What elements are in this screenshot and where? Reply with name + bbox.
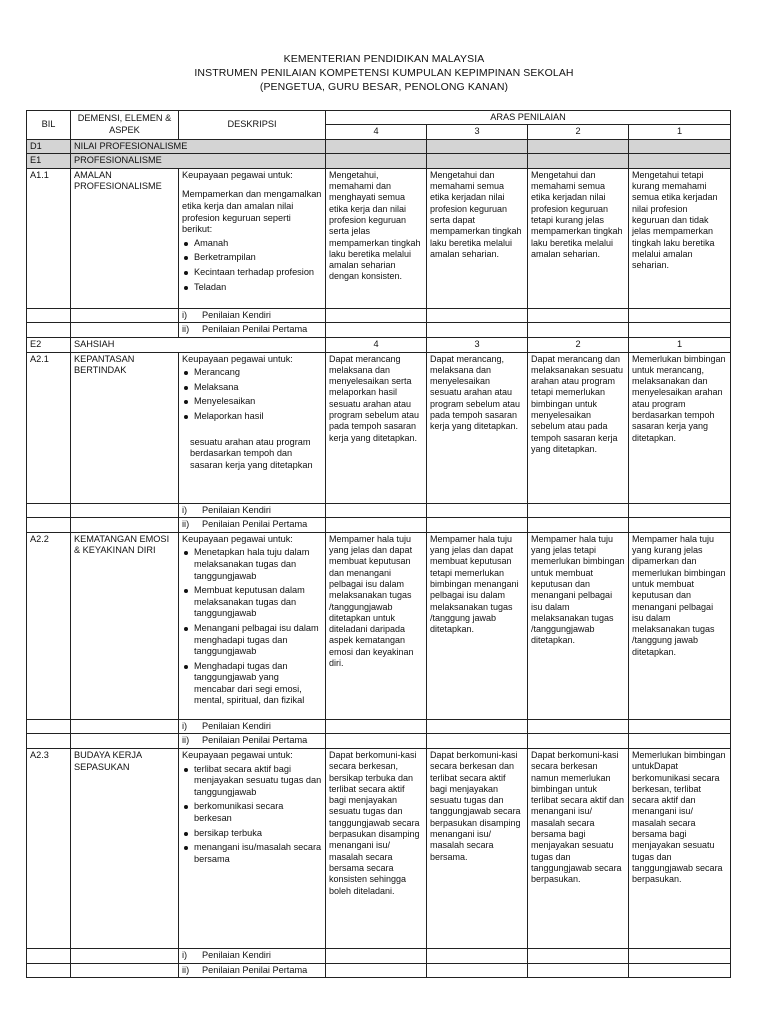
col-aras-penilaian: ARAS PENILAIAN bbox=[326, 111, 731, 125]
evaluation-row-first-assessor bbox=[27, 323, 731, 338]
list-item: Teladan bbox=[192, 282, 322, 294]
rating-cell[interactable] bbox=[427, 323, 528, 338]
rating-cell[interactable] bbox=[326, 308, 427, 323]
element-row bbox=[27, 337, 731, 352]
description-intro: Keupayaan pegawai untuk: bbox=[182, 533, 293, 544]
rating-cell[interactable] bbox=[629, 503, 731, 518]
evaluation-first-assessor: ii) Penilaian Penilai Pertama bbox=[179, 323, 326, 338]
description-intro: Keupayaan pegawai untuk: bbox=[182, 169, 293, 180]
rating-cell[interactable] bbox=[427, 734, 528, 749]
rating-cell[interactable] bbox=[629, 963, 731, 978]
level-3-label: 3 bbox=[427, 337, 528, 352]
level-1-text: Mengetahui tetapi kurang memahami semua etika kerjadan nilai profesion keguruan dan tidak jelas mempamerkan tingkah laku beretika melalui amalan seharian. bbox=[629, 168, 731, 308]
evaluation-self: i) Penilaian Kendiri bbox=[179, 948, 326, 963]
rating-cell[interactable] bbox=[427, 948, 528, 963]
rating-cell[interactable] bbox=[528, 734, 629, 749]
level-2-text: Dapat berkomuni-kasi secara berkesan namun memerlukan bimbingan untuk terlibat secara aktif dan menangani isu/ masalah secara bersama bagi menjayakan sesuatu tugas dan tanggungjawab secara berpasukan. bbox=[528, 748, 629, 948]
evaluation-row-self bbox=[27, 948, 731, 963]
evaluation-row-first-assessor bbox=[27, 734, 731, 749]
rating-cell[interactable] bbox=[326, 963, 427, 978]
level-1-text: Mempamer hala tuju yang kurang jelas dipamerkan dan memerlukan bimbingan untuk membuat keputusan dan menangani pelbagai isu dalam melaksanakan tugas /tanggung jawab ditetapkan. bbox=[629, 532, 731, 719]
rating-cell[interactable] bbox=[528, 719, 629, 734]
list-item: Melaporkan hasil bbox=[192, 411, 322, 423]
evaluation-row-self bbox=[27, 719, 731, 734]
header-instrument-title: INSTRUMEN PENILAIAN KOMPETENSI KUMPULAN KEPIMPINAN SEKOLAH bbox=[194, 67, 574, 79]
rating-cell[interactable] bbox=[629, 719, 731, 734]
evaluation-first-assessor: ii) Penilaian Penilai Pertama bbox=[179, 963, 326, 978]
rating-cell[interactable] bbox=[528, 948, 629, 963]
level-4-text: Dapat berkomuni-kasi secara berkesan, bersikap terbuka dan terlibat secara aktif bagi menjayakan sesuatu tugas dan tanggungjawab secara berpasukan disamping menangani isu/ masalah secara bersama secara konsisten sehingga boleh diteladani. bbox=[326, 748, 427, 948]
col-level-2: 2 bbox=[528, 125, 629, 140]
rating-cell[interactable] bbox=[427, 518, 528, 533]
rating-cell[interactable] bbox=[528, 323, 629, 338]
col-deskripsi: DESKRIPSI bbox=[179, 111, 326, 140]
description-text: Mempamerkan dan mengamalkan etika kerja dan amalan nilai profesion keguruan seperti berikut: bbox=[182, 189, 322, 235]
list-item: Berketrampilan bbox=[192, 252, 322, 264]
level-1-text: Memerlukan bimbingan untuk merancang, melaksanakan dan menyelesaikan arahan atau program berdasarkan tempoh sasaran kerja yang ditetapkan. bbox=[629, 352, 731, 503]
dimension-code: D1 bbox=[27, 139, 71, 154]
element-code: E2 bbox=[27, 337, 71, 352]
level-4-text: Mengetahui, memahami dan menghayati semua etika kerja dan nilai profesion keguruan serta jelas mempamerkan tingkah laku beretika melalui amalan seharian dengan konsisten. bbox=[326, 168, 427, 308]
list-item: berkomunikasi secara berkesan bbox=[192, 801, 322, 824]
evaluation-first-assessor: ii) Penilaian Penilai Pertama bbox=[179, 734, 326, 749]
description-points bbox=[182, 547, 322, 707]
evaluation-row-self bbox=[27, 503, 731, 518]
rating-cell[interactable] bbox=[326, 518, 427, 533]
list-item: Menghadapi tugas dan tanggungjawab yang mencabar dari segi emosi, mental, spiritual, dan fizikal bbox=[192, 661, 322, 707]
aspect-description bbox=[179, 352, 326, 503]
col-dimensi: DEMENSI, ELEMEN & ASPEK bbox=[71, 111, 179, 140]
list-item: Merancang bbox=[192, 367, 322, 379]
rating-cell[interactable] bbox=[629, 518, 731, 533]
level-2-text: Dapat merancang dan melaksanakan sesuatu arahan atau program tetapi memerlukan bimbingan untuk menyelesaikan sebelum atau pada tempoh sasaran kerja yang ditetapkan. bbox=[528, 352, 629, 503]
rating-cell[interactable] bbox=[326, 503, 427, 518]
competency-rubric-table bbox=[26, 110, 731, 978]
rating-cell[interactable] bbox=[629, 323, 731, 338]
dimension-label: NILAI PROFESIONALISME bbox=[71, 139, 326, 154]
level-4-text: Mempamer hala tuju yang jelas dan dapat membuat keputusan dan menangani pelbagai isu dalam melaksanakan tugas /tanggungjawab ditetapkan untuk diteladani daripada aspek kematangan emosi dan keyakinan diri. bbox=[326, 532, 427, 719]
level-3-text: Dapat merancang, melaksana dan menyelesaikan sesuatu arahan atau program sebelum atau pada tempoh sasaran kerja yang ditetapkan. bbox=[427, 352, 528, 503]
description-text: sesuatu arahan atau program berdasarkan tempoh dan sasaran kerja yang ditetapkan bbox=[190, 436, 313, 470]
list-item: Amanah bbox=[192, 238, 322, 250]
aspect-name: KEMATANGAN EMOSI & KEYAKINAN DIRI bbox=[71, 532, 179, 719]
list-item: Melaksana bbox=[192, 382, 322, 394]
aspect-code: A2.3 bbox=[27, 748, 71, 948]
aspect-code: A1.1 bbox=[27, 168, 71, 308]
level-2-text: Mempamer hala tuju yang jelas tetapi memerlukan bimbingan untuk membuat keputusan dan menangani pelbagai isu dalam melaksanakan tugas /tanggungjawab ditetapkan. bbox=[528, 532, 629, 719]
aspect-code: A2.2 bbox=[27, 532, 71, 719]
description-points bbox=[182, 367, 322, 422]
evaluation-row-first-assessor bbox=[27, 518, 731, 533]
description-points bbox=[182, 238, 322, 293]
aspect-name: KEPANTASAN BERTINDAK bbox=[71, 352, 179, 503]
evaluation-self: i) Penilaian Kendiri bbox=[179, 503, 326, 518]
level-3-text: Mengetahui dan memahami semua etika kerjadan nilai profesion keguruan serta dapat mempamerkan tingkah laku beretika melalui amalan seharian. bbox=[427, 168, 528, 308]
aspect-code: A2.1 bbox=[27, 352, 71, 503]
level-3-text: Mempamer hala tuju yang jelas dan dapat membuat keputusan tetapi memerlukan bimbingan menangani pelbagai isu dalam melaksanakan tugas /tanggung jawab ditetapkan. bbox=[427, 532, 528, 719]
list-item: menangani isu/masalah secara bersama bbox=[194, 842, 322, 864]
aspect-row bbox=[27, 748, 731, 948]
level-4-text: Dapat merancang melaksana dan menyelesaikan serta melaporkan hasil sesuatu arahan atau program sebelum atau pada tempoh sasaran kerja yang ditetapkan. bbox=[326, 352, 427, 503]
aspect-name: AMALAN PROFESIONALISME bbox=[71, 168, 179, 308]
rating-cell[interactable] bbox=[326, 948, 427, 963]
list-item: Menangani pelbagai isu dalam menghadapi tugas dan tanggungjawab bbox=[192, 623, 322, 658]
level-2-label: 2 bbox=[528, 337, 629, 352]
description-intro: Keupayaan pegawai untuk: bbox=[182, 353, 293, 364]
document-header bbox=[0, 52, 768, 94]
level-1-label: 1 bbox=[629, 337, 731, 352]
rating-cell[interactable] bbox=[528, 963, 629, 978]
header-ministry: KEMENTERIAN PENDIDIKAN MALAYSIA bbox=[283, 53, 485, 65]
level-2-text: Mengetahui dan memahami semua etika kerjadan nilai profesion keguruan tetapi kurang jelas mempamerkan tingkah laku beretika melalui amalan seharian. bbox=[528, 168, 629, 308]
aspect-row bbox=[27, 532, 731, 719]
level-1-text: Memerlukan bimbingan untukDapat berkomunikasi secara berkesan, terlibat secara aktif dan menangani isu/ masalah secara bersama bagi menjayakan sesuatu tugas dan tanggungjawab secara berpasukan. bbox=[629, 748, 731, 948]
rating-cell[interactable] bbox=[326, 719, 427, 734]
element-label: SAHSIAH bbox=[71, 337, 326, 352]
evaluation-row-first-assessor bbox=[27, 963, 731, 978]
aspect-description bbox=[179, 168, 326, 308]
rating-cell[interactable] bbox=[629, 734, 731, 749]
col-level-4: 4 bbox=[326, 125, 427, 140]
table-header-row bbox=[27, 111, 731, 125]
list-item: Menyelesaikan bbox=[192, 396, 322, 408]
rating-cell[interactable] bbox=[427, 963, 528, 978]
aspect-name: BUDAYA KERJA SEPASUKAN bbox=[71, 748, 179, 948]
rating-cell[interactable] bbox=[326, 734, 427, 749]
aspect-row bbox=[27, 168, 731, 308]
aspect-description bbox=[179, 748, 326, 948]
evaluation-self: i) Penilaian Kendiri bbox=[179, 719, 326, 734]
rating-cell[interactable] bbox=[326, 323, 427, 338]
rating-cell[interactable] bbox=[427, 719, 528, 734]
list-item: bersikap terbuka bbox=[192, 828, 322, 840]
description-points bbox=[182, 764, 322, 866]
rating-cell[interactable] bbox=[427, 308, 528, 323]
rating-cell[interactable] bbox=[528, 503, 629, 518]
evaluation-row-self bbox=[27, 308, 731, 323]
rating-cell[interactable] bbox=[427, 503, 528, 518]
rating-cell[interactable] bbox=[528, 518, 629, 533]
evaluation-first-assessor: ii) Penilaian Penilai Pertama bbox=[179, 518, 326, 533]
col-level-1: 1 bbox=[629, 125, 731, 140]
list-item: Membuat keputusan dalam melaksanakan tugas dan tanggungjawab bbox=[192, 585, 322, 620]
aspect-row bbox=[27, 352, 731, 503]
col-level-3: 3 bbox=[427, 125, 528, 140]
element-row bbox=[27, 154, 731, 169]
aspect-description bbox=[179, 532, 326, 719]
description-intro: Keupayaan pegawai untuk: bbox=[182, 749, 293, 760]
evaluation-self: i) Penilaian Kendiri bbox=[179, 308, 326, 323]
list-item: Kecintaan terhadap profesion bbox=[192, 267, 322, 279]
dimension-row bbox=[27, 139, 731, 154]
list-item: terlibat secara aktif bagi menjayakan sesuatu tugas dan tanggungjawab bbox=[194, 763, 322, 797]
element-label: PROFESIONALISME bbox=[71, 154, 326, 169]
element-code: E1 bbox=[27, 154, 71, 169]
list-item: Menetapkan hala tuju dalam melaksanakan tugas dan tanggungjawab bbox=[192, 547, 322, 582]
rating-cell[interactable] bbox=[629, 948, 731, 963]
rating-cell[interactable] bbox=[629, 308, 731, 323]
header-roles: (PENGETUA, GURU BESAR, PENOLONG KANAN) bbox=[259, 81, 509, 93]
level-4-label: 4 bbox=[326, 337, 427, 352]
col-bil: BIL bbox=[27, 111, 71, 140]
level-3-text: Dapat berkomuni-kasi secara berkesan dan terlibat secara aktif bagi menjayakan sesuatu tugas dan tanggungjawab secara berpasukan disamping menangani isu/ masalah secara bersama. bbox=[427, 748, 528, 948]
rating-cell[interactable] bbox=[528, 308, 629, 323]
